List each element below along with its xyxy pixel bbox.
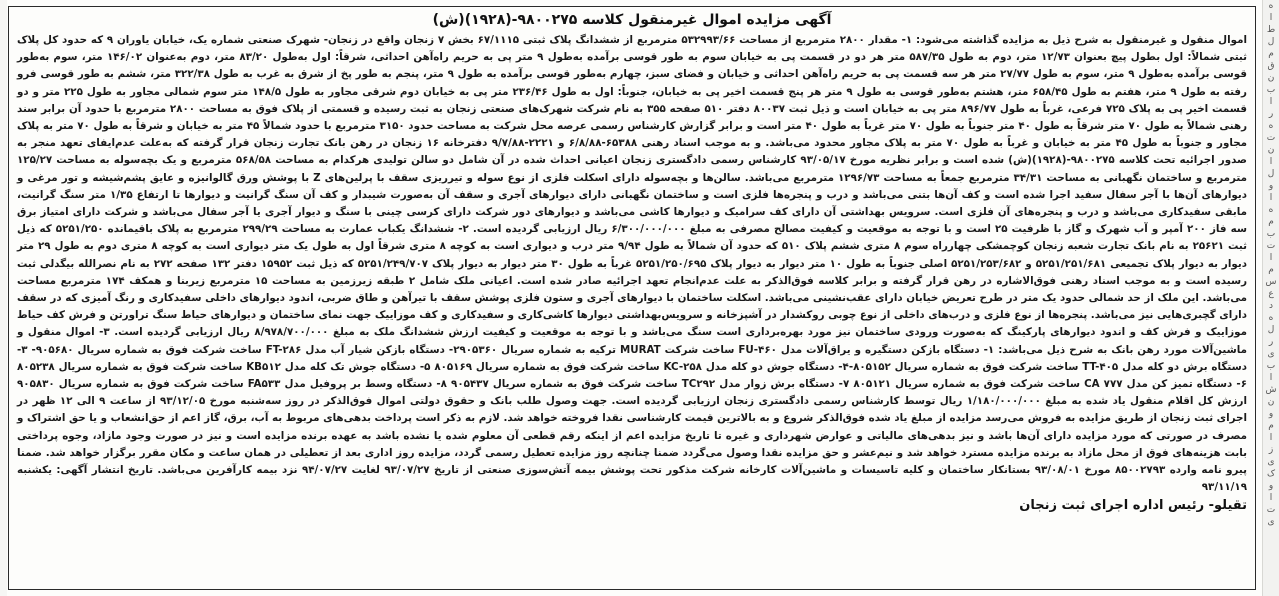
edge-strip-char: م <box>1268 421 1274 431</box>
edge-strip-char: و <box>1268 481 1274 491</box>
edge-strip-char: ی <box>1267 517 1275 527</box>
edge-strip-char: ل <box>1267 325 1275 335</box>
signature: تقیلو- رئیس اداره اجرای ثبت زنجان <box>1019 498 1247 514</box>
edge-strip-char: ا <box>1269 157 1273 167</box>
edge-strip-char: س <box>1265 277 1277 287</box>
edge-strip-char: ک <box>1266 469 1276 479</box>
edge-strip-char: ر <box>1268 337 1274 347</box>
edge-strip-char: ل <box>1267 169 1275 179</box>
edge-strip-char: م <box>1268 265 1274 275</box>
edge-strip-char: م <box>1268 49 1274 59</box>
edge-strip-char: ی <box>1267 349 1275 359</box>
edge-strip-char: ب <box>1266 85 1276 95</box>
edge-strip-char: ا <box>1269 433 1273 443</box>
adjacent-column-strip <box>1262 0 1279 596</box>
signature-row <box>17 497 1247 515</box>
notice-body: اموال منقول و غیرمنقول به شرح ذیل به مزایده گذاشته می‌شود: ۱- مقدار ۲۸۰۰ مترمربع از مساحت ۵۳۲۹۹۳/۶۶ مترمربع از ششدانگ پلاک ثبتی ۶۷/۱۱۱۵ بخش ۷ زنجان واقع در زنجان- شهرک صنعتی شماره یک، خیابان یاوران ۹ که حدود کل پلاک ثبتی شمالاً: اول بطول پیچ بعنوان ۱۲/۷۳ متر، دوم به طول ۵۸۷/۳۵ متر هر دو در قسمت پی به خیابان سوم به طور قوسی برآمده به‌طول ۹ متر پی به حریم راه‌آهن احداثی، شرقاً: اول به‌طول ۸۳/۲۰ متر، دوم به‌عنوان ۱۴۶/۰۲ متر، سوم به‌طور قوسی برآمده به‌طول ۹ متر، سوم به طول ۲۷/۷۷ متر هر سه قسمت پی به حریم راه‌آهن احداثی و خیابان و فضای سبز، چهارم به‌طور قوسی برآمده به طول ۹ متر، پنجم به طور پخ از شرق به غرب به طول ۳۲۲/۳۸ متر، ششم به طور قوسی فرو رفته به طول ۹ متر، هفتم به طول ۶۵۸/۴۵ متر، هشتم به‌طور قوسی به طول ۹ متر هر پنج قسمت اخیر پی به خیابان، جنوباً: اول به طول ۲۳۶/۴۶ متر پی به خیابان دوم شرقی مجاور به طول ۱۴۸/۵ متر سوم شمالی مجاور به طول ۲۲۵ متر و دو قسمت اخیر پی به پلاک ۷۲۵ فرعی، غرباً به طول ۸۹۶/۷۷ متر پی به خیابان است و ذیل ثبت ۸۰۰۳۷ دفتر ۵۱۰ صفحه ۳۵۵ به نام شرکت شهرک‌های صنعتی زنجان به ثبت رسیده و قسمتی از پلاک فوق به مساحت ۲۸۰۰ مترمربع با حدود آن برابر سند رهنی شمالاً به طول ۷۰ متر شرقاً به طول ۴۰ متر جنوباً به طول ۷۰ متر غرباً به طول ۴۰ متر است و برابر گزارش کارشناس رسمی عرصه محل شرکت به مساحت حدود ۳۱۵۰ مترمربع با حدود شمالاً ۴۵ متر به خیابان و شرقاً به طول ۷۰ متر به پلاک مجاور و جنوباً به طول ۴۵ متر به خیابان و غرباً به طول ۷۰ متر به پلاک مجاور محدود می‌باشد. و به موجب اسناد رهنی ۶۵۳۸۸-۶/۸/۸۸ و ۲۲۲۱-۹/۷/۸۸ دفترخانه ۱۶ زنجان در رهن بانک تجارت زنجان قرار گرفته که به‌علت عدم‌ایفای تعهد منجر به صدور اجرائیه تحت کلاسه ۹۸۰۰۲۷۵-(۱۹۲۸)(ش) شده است و برابر نظریه مورخ ۹۳/۰۵/۱۷ کارشناس رسمی دادگستری زنجان اعیانی احداث شده در آن شامل دو سالن تولیدی هرکدام به مساحت ۵۶۸/۵۸ مترمربع و یک بچه‌سوله به مساحت ۱۲۵/۲۷ مترمربع و ساختمان نگهبانی به مساحت ۳۴/۳۱ مترمربع جمعاً به مساحت ۱۲۹۶/۷۳ مترمربع می‌باشد. سالن‌ها و بچه‌سوله دارای اسکلت فلزی از نوع سوله و تیرریزی سقف با پرلین‌های Z با پوشش ورق گالوانیزه و عایق پشم‌شیشه و تور مرغی و دیوارهای آن‌ها با آجر سفال سفید اجرا شده است و کف آن‌ها بتنی می‌باشد و درب و پنجره‌ها فلزی است و ساختمان نگهبانی دارای دیوارهای آجری و سقف آن به‌صورت شیبدار و کف آن سنگ گرانیت و دیوارها تا ارتفاع ۱/۳۵ متر سنگ گرانیت، مابقی سفیدکاری می‌باشد و درب و پنجره‌های آن فلزی است. سرویس بهداشتی آن دارای کف سرامیک و دیوارها کاشی می‌باشد و دیوارهای دور شرکت دارای کرسی چینی با سنگ و دیوار آجری یا آجر سفال می‌باشد و شرکت دارای امتیاز برق سه فاز ۲۰۰ آمپر و آب شهرک و گاز با ظرفیت ۲۵ است و با توجه به موقعیت و کیفیت مصالح مصرفی به مبلغ ۶/۳۰۰/۰۰۰/۰۰۰ ریال ارزیابی گردیده است. ۲- ششدانگ یکباب عمارت به مساحت ۲۹۹/۲۹ مترمربع به پلاک باقیمانده ۵۲۵۱/۲۵۰ که ذیل ثبت ۲۵۶۲۱ به نام بانک تجارت شعبه زنجان کوچمشکی چهارراه سوم ۸ متری ششم پلاک ۵۱۰ که حدود آن شمالاً به طول ۹/۹۴ متر درب و دیواری است به کوچه ۸ متری شرقاً اول به طول یک متر دیواری است به کوچه ۸ متری دوم به طول ۲۹ متر دیوار به دیوار پلاک تجمیعی ۵۲۵۱/۲۵۱/۶۸۱ و ۵۲۵۱/۲۵۳/۶۸۲ اصلی جنوباً به طول ۱۰ متر دیوار به دیوار پلاک ۵۲۵۱/۲۵۰/۶۹۵ غرباً به طول ۳۰ متر دیوار به دیوار پلاک ۵۲۵۱/۲۴۹/۷۰۷ که ذیل ثبت ۱۵۹۵۲ دفتر ۱۳۲ صفحه ۲۷۲ به نام نصرالله بیگدلی ثبت رسیده است و به موجب اسناد رهنی فوق‌الاشاره در رهن قرار گرفته و برابر کلاسه فوق‌الذکر به علت عدم‌انجام تعهد اجرائیه صادر شده است. اعیانی ملک شامل ۲ طبقه زیرزمین به مساحت ۱۵ مترمربع زیربنا و همکف ۱۷۴ مترمربع مساحت می‌باشد. این ملک از حد شمالی حدود یک متر در طرح تعریض خیابان دارای عقب‌نشینی می‌باشد. اسکلت ساختمان با دیوارهای آجری و ستون فلزی پوشش سقف با تیرآهن و طاق ضربی، اندود دیوارهای داخلی سفیدکاری و رنگ آمیزی که در سقف دارای گچبری‌هایی نیز می‌باشد. پنجره‌ها از نوع فلزی و درب‌های داخلی از نوع چوبی روکشدار در آشپزخانه و سرویس‌بهداشتی دیوارها کاشی‌کاری و سفیدکاری و کف موزاییک جهت نمای ساختمان و دیوارهای حیاط سنگ تراورتن و فرش کف حیاط موزاییک و فرش کف و اندود دیوارهای پارکینگ که به‌صورت ورودی ساختمان نیز مورد بهره‌برداری است سنگ می‌باشد و با توجه به موقعیت و کیفیت ارزش ششدانگ ملک به مبلغ ۸/۹۷۸/۷۰۰/۰۰۰ ریال ارزیابی گردیده است. ۳- اموال منقول و ماشین‌آلات مورد رهن بانک به شرح ذیل می‌باشد: ۱- دستگاه بازکن دستگیره و یراق‌آلات مدل FU-۴۶۰ ساخت شرکت MURAT ترکیه به شماره سریال ۲۹۰۵۳۶۰- دستگاه بازکن شیار آب مدل FT-۲۸۶ ساخت شرکت فوق به شماره سریال ۹۰۵۶۸۰- ۳- دستگاه برش دو کله مدل TT-۴۰۵ ساخت شرکت فوق به شماره سریال ۸۰۵۱۵۲-۴- دستگاه جوش دو کله مدل KC-۲۵۸ ساخت شرکت فوق به شماره سریال ۸۰۵۱۶۹ ۵- دستگاه جوش تک کله مدل KB۵۱۲ ساخت شرکت فوق به شماره سریال ۸۰۵۲۳۸ ۶- دستگاه تمیز کن مدل CA ۷۷۷ ساخت شرکت فوق به شماره سریال ۸۰۵۱۲۱ ۷- دستگاه برش زوار مدل TC۲۹۲ ساخت شرکت فوق به شماره سریال ۹۰۵۴۳۷ ۸- دستگاه وسط بر پروفیل مدل FA۵۳۳ ساخت شرکت فوق به شماره سریال ۹۰۵۸۳۰ ارزش کل اقلام منقول یاد شده به مبلغ ۱/۱۸۰/۰۰۰/۰۰۰ ریال توسط کارشناس رسمی دادگستری زنجان ارزیابی گردیده است. جهت وصول طلب بانک و حقوق دولتی اموال فوق‌الذکر در روز سه‌شنبه مورخ ۹۳/۱۲/۰۵ از ساعت ۹ الی ۱۲ ظهر در اجرای ثبت زنجان از طریق مزایده به فروش می‌رسد مزایده از مبلغ یاد شده فوق‌الذکر شروع و به بالاترین قیمت کارشناسی نقدا فروخته خواهد شد. لازم به ذکر است پرداخت بدهی‌های مربوط به آب، برق، گاز اعم از حق‌انشعاب و یا حق اشتراک و مصرف در صورتی که مورد مزایده دارای آن‌ها باشد و نیز بدهی‌های مالیاتی و عوارض شهرداری و غیره تا تاریخ مزایده اعم از اینکه رقم قطعی آن معلوم شده یا نشده باشد به عهده برنده مزایده است و نیز در صورت وجود مازاد، وجوه پرداختی بابت هزینه‌های فوق از محل مازاد به برنده مزایده مسترد خواهد شد و نیم‌عشر و حق مزایده نقدا وصول می‌گردد ضمنا چنانچه روز مزایده تعطیل رسمی گردد، مزایده روز اداری بعد از تعطیلی در همان ساعت و مکان مقرر برگزار خواهد شد. ضمنا پیرو نامه وارده ۸۵۰۰۲۷۹۳ مورخ ۹۳/۰۸/۰۱ بستانکار ساختمان و کلیه تاسیسات و ماشین‌آلات کارخانه شرکت مذکور تحت پوشش بیمه آتش‌سوزی صنعتی از تاریخ ۹۳/۰۷/۲۷ لغایت ۹۴/۰۷/۲۷ نزد بیمه کارآفرین می‌باشد. تاریخ انتشار آگهی: یکشنبه ۹۳/۱۱/۱۹ <box>17 34 1248 494</box>
edge-strip-char: ه <box>1268 313 1274 323</box>
edge-strip-char: ا <box>1269 493 1273 503</box>
edge-strip-char: م <box>1268 217 1274 227</box>
notice-title: آگهی مزایده اموال غیرمنقول کلاسه ۹۸۰۰۲۷۵-(۱۹۲۸)(ش) <box>432 12 832 28</box>
edge-strip-char: و <box>1268 181 1274 191</box>
auction-notice-box <box>8 6 1256 590</box>
edge-strip-char: ن <box>1267 73 1275 83</box>
edge-strip-char: ل <box>1267 37 1275 47</box>
edge-strip-char: ا <box>1269 373 1273 383</box>
edge-strip-char: د <box>1268 301 1273 311</box>
edge-strip-char: ب <box>1266 361 1276 371</box>
edge-strip-char: ت <box>1266 241 1276 251</box>
edge-strip-char: ا <box>1269 253 1273 263</box>
edge-strip-char: ه <box>1268 205 1274 215</box>
edge-strip-char: ط <box>1266 25 1276 35</box>
edge-strip-char: ب <box>1266 229 1276 239</box>
edge-strip-char: ا <box>1269 13 1273 23</box>
edge-strip-char: ت <box>1266 505 1276 515</box>
edge-strip-char: ق <box>1267 61 1275 71</box>
edge-strip-char: ی <box>1267 457 1275 467</box>
edge-strip-char: ز <box>1268 445 1274 455</box>
edge-strip-char: ن <box>1267 145 1275 155</box>
edge-strip-char: ت <box>1266 133 1276 143</box>
edge-strip-char: ا <box>1269 193 1273 203</box>
edge-strip-char: ر <box>1268 109 1274 119</box>
edge-strip-char: ه <box>1268 121 1274 131</box>
edge-strip-char: ع <box>1268 289 1274 299</box>
edge-strip-char: ش <box>1265 385 1277 395</box>
edge-strip-char: ا <box>1269 97 1273 107</box>
edge-strip-char: و <box>1268 409 1274 419</box>
edge-strip-char: ه <box>1268 1 1274 11</box>
edge-strip-char: ن <box>1267 397 1275 407</box>
left-margin <box>0 0 7 596</box>
